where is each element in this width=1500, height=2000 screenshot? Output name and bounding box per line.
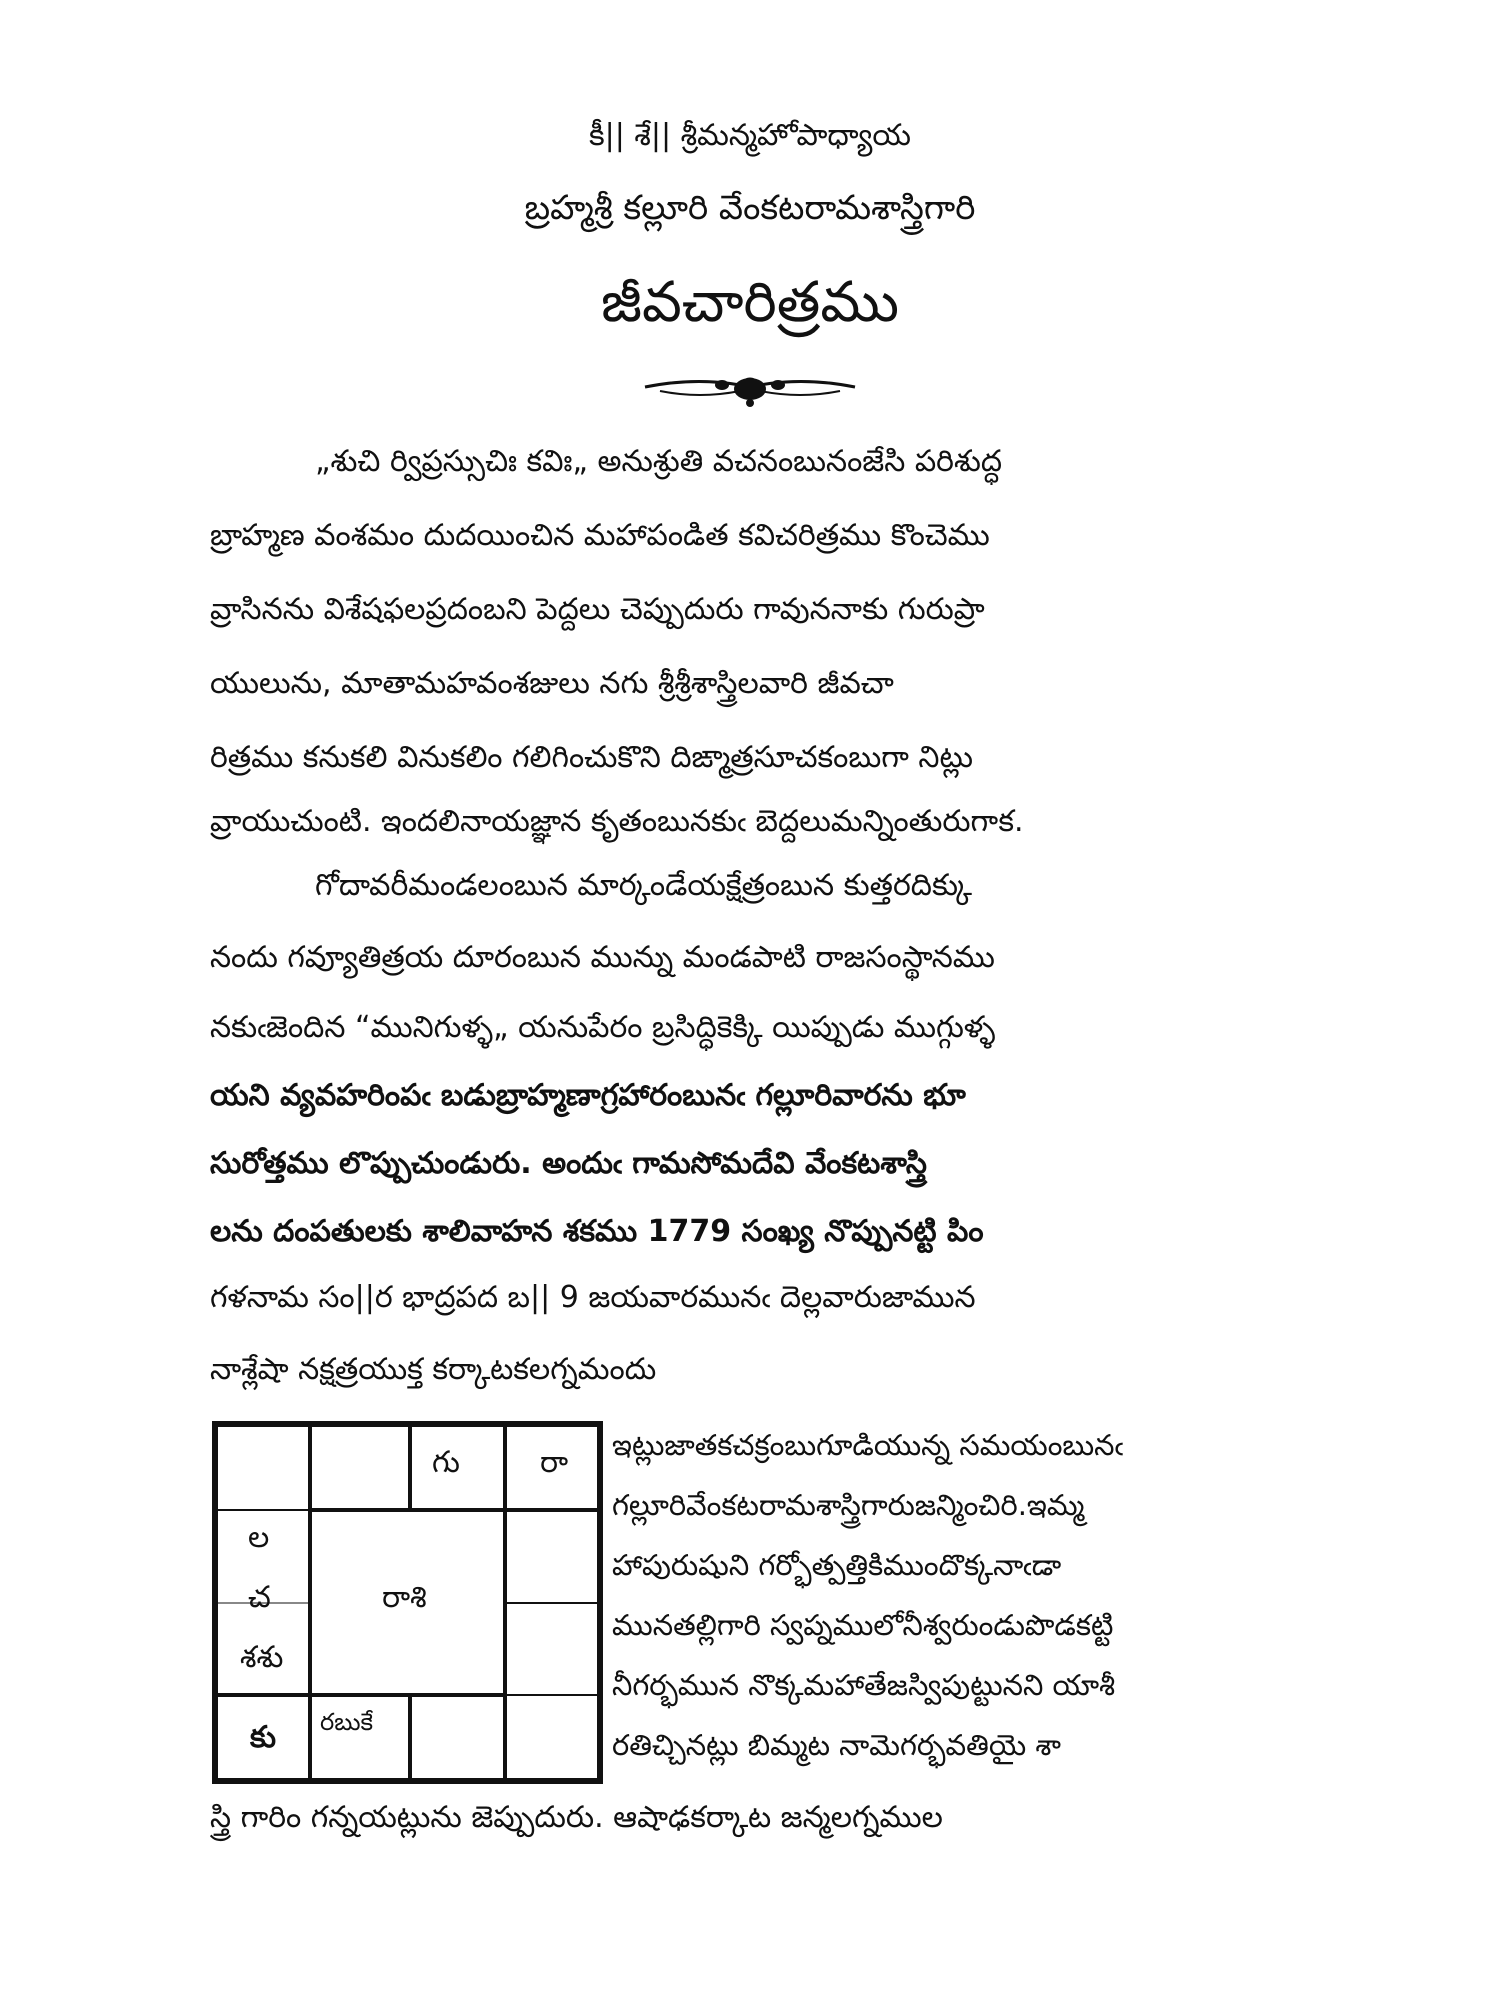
p2-line-7: గళనామ సం||ర భాద్రపద బ|| 9 జయవారమునఁ దెల్లవారుజామున xyxy=(210,1280,976,1315)
p1-line-2: బ్రాహ్మణ వంశమం దుదయించిన మహాపండిత కవిచరిత్రము కొంచెము xyxy=(210,518,990,553)
p2-line-6: లను దంపతులకు శాలివాహన శకము 1779 సంఖ్య నొప్పునట్టి పిం xyxy=(210,1214,984,1249)
p1-line-6: వ్రాయుచుంటి. ఇందలినాయజ్ఞాన కృతంబునకుఁ బెద్దలుమన్నింతురుగాక. xyxy=(210,804,1024,839)
horoscope-chart xyxy=(210,1420,605,1785)
p3-line-6: రతిచ్చినట్లు బిమ్మట నామెగర్భవతియై శా xyxy=(612,1728,1061,1762)
p1-line-3: వ్రాసినను విశేషఫలప్రదంబని పెద్దలు చెప్పుదురు గావుననాకు గురుప్రా xyxy=(210,592,985,627)
chart-cell-shani: శశు xyxy=(240,1640,284,1675)
chart-cell-ravi-budha-ketu: రబుకే xyxy=(320,1708,374,1736)
p3-line-3: హాపురుషుని గర్భోత్పత్తికిముందొక్కనాఁడా xyxy=(612,1548,1062,1582)
chart-center-rashi: రాశి xyxy=(382,1580,427,1615)
header-line-2: బ్రహ్మశ్రీ కల్లూరి వేంకటరామశాస్త్రిగారి xyxy=(524,188,976,228)
p3-line-2: గల్లూరివేంకటరామశాస్త్రిగారుజన్మించిరి.ఇమ్మ xyxy=(612,1488,1085,1522)
p2-line-3: నకుఁజెందిన “మునిగుళ్ళ„ యనుపేరం బ్రసిద్ధికెక్కి యిప్పుడు ముగ్గుళ్ళ xyxy=(210,1010,996,1045)
chart-cell-rahu: రా xyxy=(540,1445,569,1480)
chart-cell-lagna: ల xyxy=(248,1520,270,1555)
p1-line-1: „శుచి ర్విప్రస్సుచిః కవిః„ అనుశ్రుతి వచనంబునంజేసి పరిశుద్ధ xyxy=(315,444,1003,479)
document-title: జీవచారిత్రము xyxy=(601,270,899,335)
p2-line-5: సురోత్తము లొప్పుచుండురు. అందుఁ గామసోమదేవి వేంకటశాస్త్రి xyxy=(210,1146,927,1181)
p2-line-1: గోదావరీమండలంబున మార్కండేయక్షేత్రంబున కుత్తరదిక్కు xyxy=(315,868,973,903)
chart-cell-chandra: చ xyxy=(248,1580,271,1615)
chart-cell-guru: గు xyxy=(432,1445,460,1480)
p2-line-8: నాశ్లేషా నక్షత్రయుక్త కర్కాటకలగ్నమందు xyxy=(210,1352,657,1387)
p3-line-5: నీగర్భమున నొక్కమహాతేజస్విపుట్టునని యాశీ xyxy=(612,1668,1116,1702)
chart-cell-kuja: కు xyxy=(250,1720,277,1755)
ornament-divider-icon xyxy=(640,365,860,410)
p3-line-4: మునతల్లిగారి స్వప్నములోనీశ్వరుండుపొడకట్టి xyxy=(612,1608,1114,1642)
header-line-1: కీ|| శే|| శ్రీమన్మహోపాధ్యాయ xyxy=(589,118,911,153)
p1-line-4: యులును, మాతామహవంశజులు నగు శ్రీశ్రీశాస్త్రిలవారి జీవచా xyxy=(210,666,894,701)
p2-line-4: యని వ్యవహరింపఁ బడుబ్రాహ్మణాగ్రహారంబునఁ గల్లూరివారను భూ xyxy=(210,1078,966,1113)
p3-line-1: ఇట్లుజాతకచక్రంబుగూడియున్న సమయంబునఁ xyxy=(612,1428,1124,1462)
p1-line-5: రిత్రము కనుకలి వినుకలిం గలిగించుకొని దిఙ్మాత్రసూచకంబుగా నిట్లు xyxy=(210,740,974,775)
last-line: స్త్రి గారిం గన్నయట్లును జెప్పుదురు. ఆషాఢకర్కాట జన్మలగ్నముల xyxy=(210,1800,943,1835)
p2-line-2: నందు గవ్యూతిత్రయ దూరంబున మున్ను మండపాటి రాజసంస్థానము xyxy=(210,940,995,975)
